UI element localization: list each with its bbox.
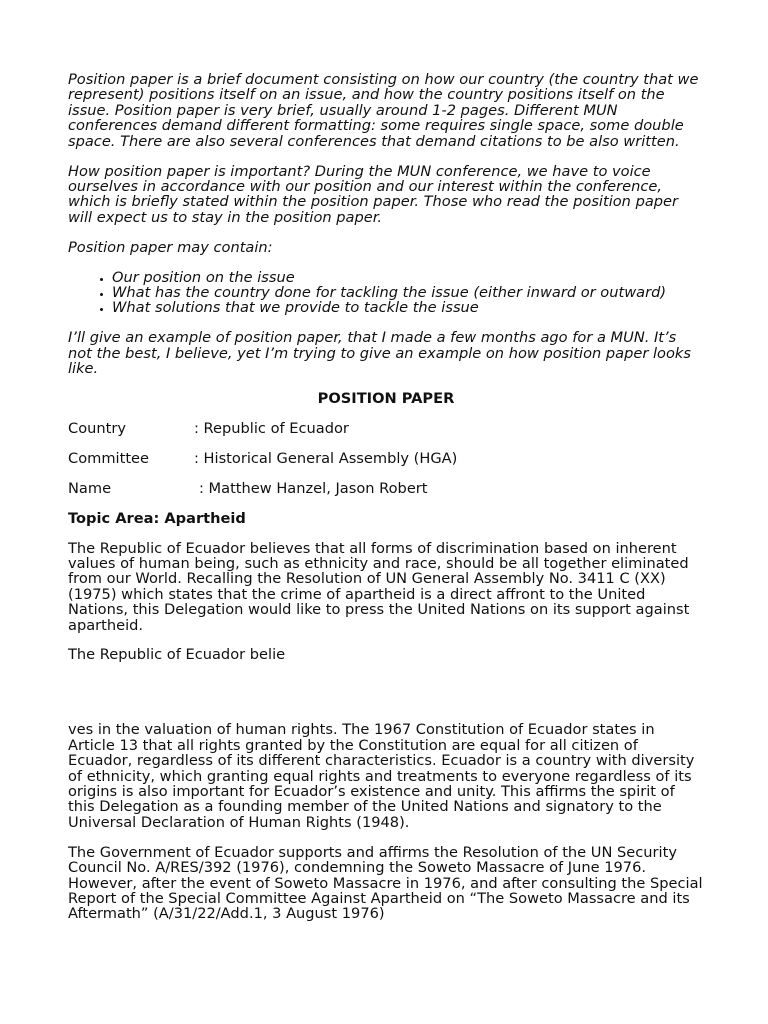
paper-paragraph-soweto: The Government of Ecuador supports and affirms the Resolution of the UN Security Council No. A/RES/392 (1976), condemning the Soweto Massacre of June 1976. However, after the event of Soweto Massacre in 1976, and after consulting the Special Report of the Special Committee Against Apartheid on “The Soweto Massacre and its Aftermath” (A/31/22/Add.1, 3 August 1976) — [68, 843, 703, 923]
field-value: : Republic of Ecuador — [194, 419, 349, 437]
intro-paragraph-importance: How position paper is important? During the MUN conference, we have to voice ourselves in accordance with our position and our interest within the conference, which is briefly stated within the position paper. Those who read the position paper will expect us to stay in the position paper. — [68, 162, 679, 226]
field-country — [68, 421, 704, 436]
intro-paragraph-example: I’ll give an example of position paper, that I made a few months ago for a MUN. It’s not the best, I believe, yet I’m trying to give an example on how position paper looks like. — [68, 329, 691, 378]
intro-paragraph-contents: Position paper may contain: — [68, 238, 273, 256]
contents-bullet-list — [68, 270, 704, 316]
field-name — [68, 481, 704, 496]
list-item: • What has the country done for tackling the issue (either inward or outward) — [112, 285, 704, 300]
paper-paragraph-human-rights: ves in the valuation of human rights. The 1967 Constitution of Ecuador states in Article 13 that all rights granted by the Constitution are equal for all citizen of Ecuador, regardless of its different characteristics. Ecuador is a country with diversity of ethnicity, which granting equal rights and treatments to everyone regardless of its origins is also important for Ecuador’s existence and unity. This affirms the spirit of this Delegation as a founding member of the United Nations and signatory to the Universal Declaration of Human Rights (1948). — [68, 721, 695, 831]
field-committee — [68, 451, 704, 466]
intro-paragraph-definition: Position paper is a brief document consisting on how our country (the country that we represent) positions itself on an issue, and how the country positions itself on the issue. Position paper is very brief, usually around 1-2 pages. Different MUN conferences demand different formatting: some requires single space, some double space. There are also several conferences that demand citations to be also written. — [68, 71, 699, 150]
field-value: : Matthew Hanzel, Jason Robert — [199, 479, 428, 497]
page-break-gap — [68, 677, 704, 722]
list-item: • What solutions that we provide to tackle the issue — [112, 300, 704, 315]
paper-paragraph-fragment: The Republic of Ecuador belie — [68, 646, 286, 664]
topic-area-heading: Topic Area: Apartheid — [68, 509, 246, 527]
field-label: Name — [68, 479, 112, 497]
list-item: • Our position on the issue — [112, 270, 704, 285]
field-value: : Historical General Assembly (HGA) — [194, 449, 458, 467]
field-label: Country — [68, 419, 126, 437]
field-label: Committee — [68, 449, 150, 467]
position-paper-heading: POSITION PAPER — [317, 390, 455, 407]
paper-paragraph-belief: The Republic of Ecuador believes that all forms of discrimination based on inherent values of human being, such as ethnicity and race, should be all together eliminated from our World. Recalling the Resolution of UN General Assembly No. 3411 C (XX) (1975) which states that the crime of apartheid is a direct affront to the United Nations, this Delegation would like to press the United Nations on its support against apartheid. — [68, 539, 690, 634]
document-page — [68, 72, 704, 936]
